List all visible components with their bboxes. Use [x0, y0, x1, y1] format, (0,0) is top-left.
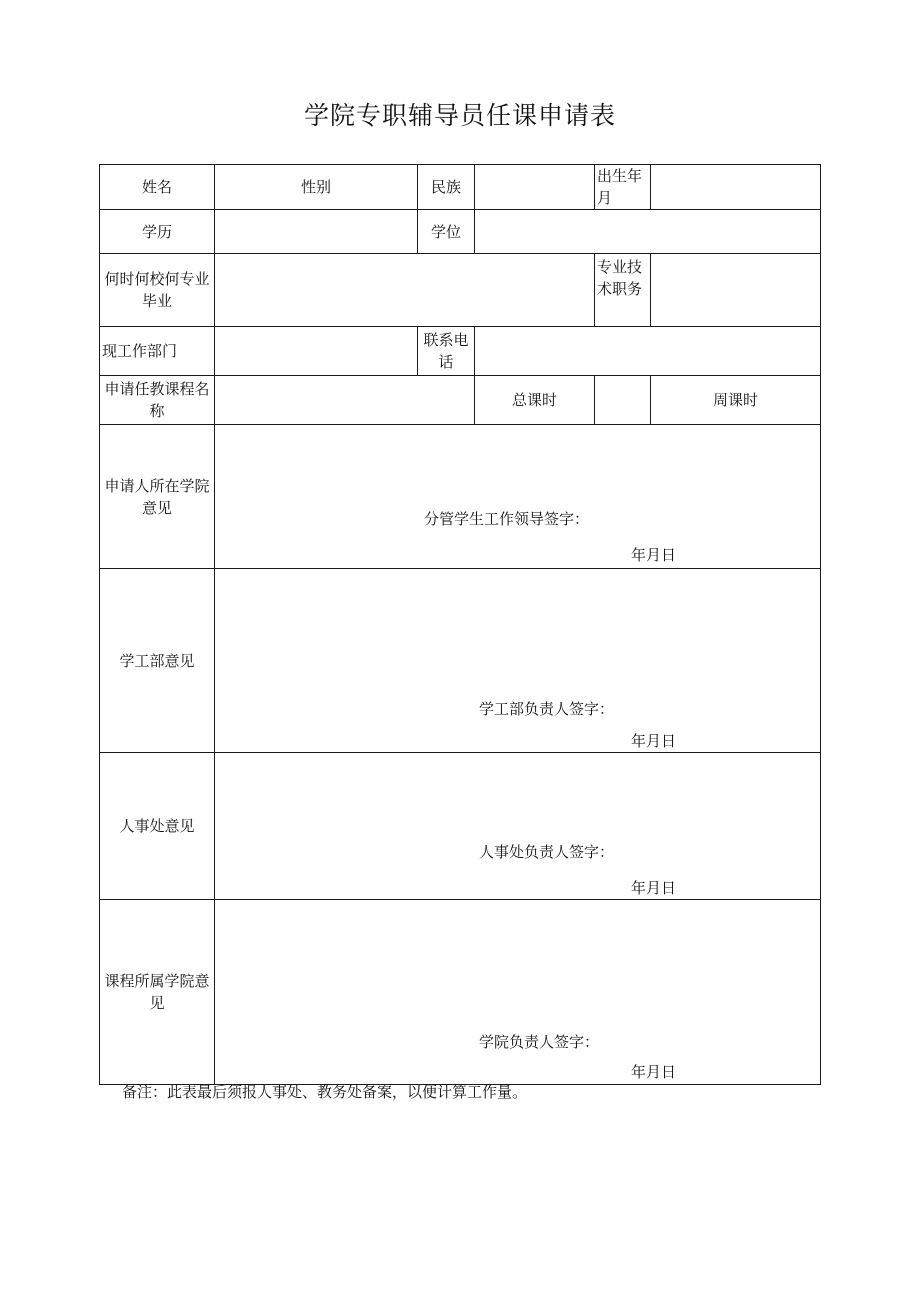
row-college-opinion	[100, 425, 821, 569]
education-label: 学历	[100, 210, 215, 254]
graduation-label: 何时何校何专业毕业	[100, 254, 215, 327]
college-signature-label: 分管学生工作领导签字：	[424, 510, 590, 528]
hr-date-label: 年月日	[631, 879, 677, 897]
row-hr-opinion	[100, 753, 821, 900]
hr-signature-label: 人事处负责人签字：	[479, 843, 615, 861]
total-hours-label: 总课时	[475, 376, 595, 425]
college-opinion-field[interactable]	[215, 425, 821, 569]
application-form-table	[99, 164, 821, 1085]
education-field[interactable]	[215, 210, 418, 254]
phone-field[interactable]	[475, 327, 821, 376]
course-college-date-label: 年月日	[631, 1063, 677, 1081]
row-course-college-opinion	[100, 900, 821, 1085]
department-field[interactable]	[215, 327, 418, 376]
hr-opinion-field[interactable]	[215, 753, 821, 900]
row-graduation	[100, 254, 821, 327]
name-gender-cell[interactable]	[215, 165, 418, 210]
course-college-opinion-label: 课程所属学院意见	[100, 900, 215, 1085]
student-affairs-signature-label: 学工部负责人签字：	[479, 700, 615, 718]
course-college-signature-label: 学院负责人签字：	[479, 1033, 600, 1051]
phone-label: 联系电话	[418, 327, 475, 376]
row-student-affairs-opinion	[100, 569, 821, 753]
ethnicity-label: 民族	[418, 165, 475, 210]
row-department	[100, 327, 821, 376]
hr-opinion-label: 人事处意见	[100, 753, 215, 900]
birth-field[interactable]	[651, 165, 821, 210]
name-label: 姓名	[100, 165, 215, 210]
college-opinion-label: 申请人所在学院意见	[100, 425, 215, 569]
graduation-field[interactable]	[215, 254, 595, 327]
footnote: 备注：此表最后须报人事处、教务处备案，以便计算工作量。	[122, 1083, 528, 1101]
row-basic-info	[100, 165, 821, 210]
form-title: 学院专职辅导员任课申请表	[303, 101, 616, 130]
course-name-field[interactable]	[215, 376, 475, 425]
ethnicity-field[interactable]	[475, 165, 595, 210]
student-affairs-date-label: 年月日	[631, 732, 677, 750]
professional-title-field[interactable]	[651, 254, 821, 327]
college-date-label: 年月日	[631, 546, 677, 564]
course-college-opinion-field[interactable]	[215, 900, 821, 1085]
course-name-label: 申请任教课程名称	[100, 376, 215, 425]
degree-label: 学位	[418, 210, 475, 254]
row-course	[100, 376, 821, 425]
degree-field[interactable]	[475, 210, 821, 254]
birth-label: 出生年月	[595, 165, 651, 210]
professional-title-label: 专业技术职务	[595, 254, 651, 327]
student-affairs-opinion-field[interactable]	[215, 569, 821, 753]
student-affairs-opinion-label: 学工部意见	[100, 569, 215, 753]
total-hours-field[interactable]	[595, 376, 651, 425]
row-education	[100, 210, 821, 254]
department-label: 现工作部门	[100, 327, 215, 376]
weekly-hours-label: 周课时	[651, 376, 821, 425]
gender-label: 性别	[300, 178, 331, 196]
